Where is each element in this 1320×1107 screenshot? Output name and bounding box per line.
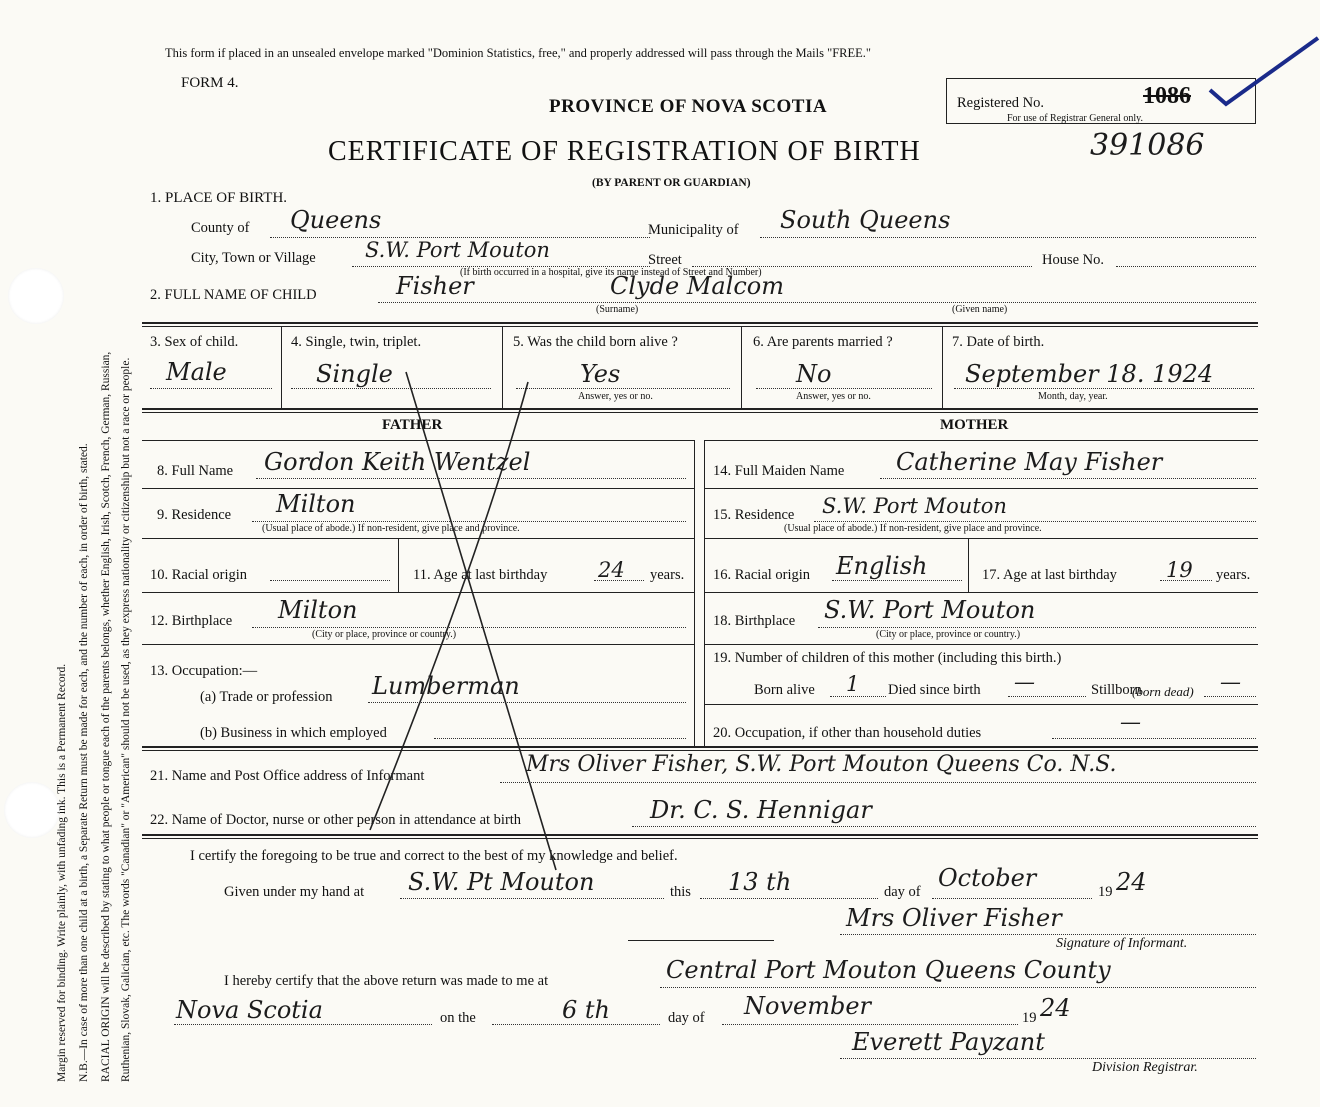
informant-signature-label: Signature of Informant.	[1056, 936, 1188, 951]
child-surname: Fisher	[396, 272, 474, 300]
registration-day-value: 6 th	[562, 996, 610, 1024]
mother-racial-value: English	[836, 552, 928, 580]
city-value: S.W. Port Mouton	[365, 238, 550, 262]
father-heading: FATHER	[382, 417, 443, 433]
plurality-value: Single	[316, 360, 393, 388]
county-value: Queens	[290, 206, 382, 234]
parents-married-value: No	[796, 360, 832, 388]
doctor-value: Dr. C. S. Hennigar	[650, 796, 872, 824]
municipality-label: Municipality of	[648, 222, 739, 238]
surname-note: (Surname)	[596, 304, 639, 315]
registration-day-of-label: day of	[668, 1010, 705, 1026]
on-the-label: on the	[440, 1010, 476, 1026]
parents-married-label: 6. Are parents married ?	[753, 334, 893, 350]
registered-number-note: For use of Registrar General only.	[1007, 113, 1143, 124]
mother-birthplace-note: (City or place, province or country.)	[876, 629, 1021, 640]
form-number: FORM 4.	[181, 75, 239, 91]
city-label: City, Town or Village	[191, 250, 316, 266]
province-place-value: Nova Scotia	[176, 996, 323, 1024]
mother-age-years: years.	[1216, 567, 1251, 583]
registration-year-suffix: 24	[1040, 994, 1071, 1022]
informant-signature: Mrs Oliver Fisher	[846, 904, 1062, 932]
mother-residence-label: 15. Residence	[713, 507, 795, 523]
father-name-label: 8. Full Name	[157, 463, 234, 479]
father-residence-value: Milton	[276, 490, 356, 518]
mother-age-value: 19	[1166, 558, 1193, 582]
born-alive-count-label: Born alive	[754, 682, 815, 698]
father-age-value: 24	[598, 558, 625, 582]
given-day-value: 13 th	[728, 868, 792, 896]
stillborn-label: Stillborn	[1091, 682, 1142, 698]
margin-notes	[0, 0, 140, 1107]
mother-racial-label: 16. Racial origin	[713, 567, 811, 583]
registrar-statement: I hereby certify that the above return was made to me at	[224, 973, 549, 989]
given-place-value: S.W. Pt Mouton	[408, 868, 595, 896]
mother-birthplace-label: 18. Birthplace	[713, 613, 796, 629]
given-month-value: October	[938, 864, 1037, 892]
given-year-suffix: 24	[1116, 868, 1147, 896]
mother-name-label: 14. Full Maiden Name	[713, 463, 845, 479]
plurality-label: 4. Single, twin, triplet.	[291, 334, 422, 350]
registered-number-value: 1086	[1143, 83, 1191, 109]
died-since-birth-value: —	[1014, 670, 1035, 694]
mother-residence-note: (Usual place of abode.) If non-resident, give place and province.	[784, 523, 1042, 534]
father-racial-label: 10. Racial origin	[150, 567, 248, 583]
born-alive-count-value: 1	[846, 672, 860, 696]
margin-line-2: N.B.—In case of more than one child at a birth, a Separate Return must be made for each, and the number of each, in order of birth, stated.	[78, 443, 90, 1082]
doctor-label: 22. Name of Doctor, nurse or other person in attendance at birth	[150, 812, 522, 828]
county-label: County of	[191, 220, 250, 236]
mother-age-label: 17. Age at last birthday	[982, 567, 1117, 583]
mail-notice: This form if placed in an unsealed envelope marked "Dominion Statistics, free," and properly addressed will pass through the Mails "FREE."	[165, 46, 872, 60]
certificate-subtitle: (BY PARENT OR GUARDIAN)	[592, 177, 751, 189]
sex-value: Male	[166, 358, 227, 386]
given-day-of-label: day of	[884, 884, 921, 900]
house-label: House No.	[1042, 252, 1105, 268]
born-alive-note: Answer, yes or no.	[578, 391, 653, 402]
died-since-birth-label: Died since birth	[888, 682, 981, 698]
registered-number-box	[946, 78, 1256, 124]
registered-number-label: Registered No.	[957, 95, 1044, 111]
mother-occupation-value: —	[1120, 710, 1141, 734]
sex-label: 3. Sex of child.	[150, 334, 239, 350]
registrar-signature: Everett Payzant	[852, 1028, 1045, 1056]
father-trade-value: Lumberman	[372, 672, 520, 700]
father-trade-label: (a) Trade or profession	[200, 689, 333, 705]
given-year-prefix: 19	[1098, 884, 1113, 900]
stillborn-note: (born dead)	[1132, 684, 1194, 699]
mother-heading: MOTHER	[940, 417, 1009, 433]
street-label: Street	[648, 252, 682, 268]
father-age-label: 11. Age at last birthday	[413, 567, 548, 583]
certificate-title: CERTIFICATE OF REGISTRATION OF BIRTH	[328, 136, 921, 167]
father-birthplace-label: 12. Birthplace	[150, 613, 233, 629]
registration-month-value: November	[744, 992, 872, 1020]
given-name-note: (Given name)	[952, 304, 1008, 315]
registered-full-number: 391086	[1090, 128, 1205, 163]
margin-line-1: Margin reserved for binding. Write plainly, with unfading ink. This is a Permanent Record.	[56, 663, 68, 1082]
place-of-birth-label: 1. PLACE OF BIRTH.	[150, 190, 288, 206]
father-occupation-label: 13. Occupation:—	[150, 663, 258, 679]
child-given-name: Clyde Malcom	[610, 272, 784, 300]
mother-occupation-label: 20. Occupation, if other than household duties	[713, 725, 982, 741]
date-of-birth-note: Month, day, year.	[1038, 391, 1108, 402]
father-name-value: Gordon Keith Wentzel	[264, 448, 531, 476]
province-heading: PROVINCE OF NOVA SCOTIA	[549, 96, 828, 117]
mother-birthplace-value: S.W. Port Mouton	[824, 596, 1036, 624]
mother-residence-value: S.W. Port Mouton	[822, 494, 1007, 518]
father-age-years: years.	[650, 567, 685, 583]
registration-year-prefix: 19	[1022, 1010, 1037, 1026]
mother-name-value: Catherine May Fisher	[896, 448, 1163, 476]
given-under-hand-label: Given under my hand at	[224, 884, 365, 900]
registrar-signature-label: Division Registrar.	[1092, 1060, 1198, 1075]
informant-value: Mrs Oliver Fisher, S.W. Port Mouton Queens Co. N.S.	[526, 752, 1117, 777]
father-residence-note: (Usual place of abode.) If non-resident, give place and province.	[262, 523, 520, 534]
hospital-note: (If birth occurred in a hospital, give its name instead of Street and Number)	[460, 267, 762, 278]
born-alive-value: Yes	[580, 360, 621, 388]
parents-married-note: Answer, yes or no.	[796, 391, 871, 402]
margin-line-4: Ruthenian, Slovak, Galician, etc. The words "Canadian" or "American" should not be used, as they express nationality or citizenship but not a race or people.	[120, 357, 132, 1082]
this-label: this	[670, 884, 691, 900]
child-name-label: 2. FULL NAME OF CHILD	[150, 287, 317, 303]
born-alive-label: 5. Was the child born alive ?	[513, 334, 678, 350]
date-of-birth-value: September 18. 1924	[965, 360, 1214, 388]
certify-statement: I certify the foregoing to be true and correct to the best of my knowledge and belief.	[190, 848, 678, 864]
father-residence-label: 9. Residence	[157, 507, 232, 523]
registrar-place-value: Central Port Mouton Queens County	[666, 956, 1111, 984]
municipality-value: South Queens	[780, 206, 951, 234]
stillborn-value: —	[1220, 670, 1241, 694]
father-birthplace-value: Milton	[278, 596, 358, 624]
margin-line-3: RACIAL ORIGIN will be described by stating to what people or tongue each of the parents belongs, whether English, Irish, Scotch, French, German, Russian,	[100, 351, 112, 1082]
father-birthplace-note: (City or place, province or country.)	[312, 629, 457, 640]
date-of-birth-label: 7. Date of birth.	[952, 334, 1045, 350]
mother-children-label: 19. Number of children of this mother (including this birth.)	[713, 650, 1062, 666]
informant-label: 21. Name and Post Office address of Informant	[150, 768, 425, 784]
father-business-label: (b) Business in which employed	[200, 725, 387, 741]
